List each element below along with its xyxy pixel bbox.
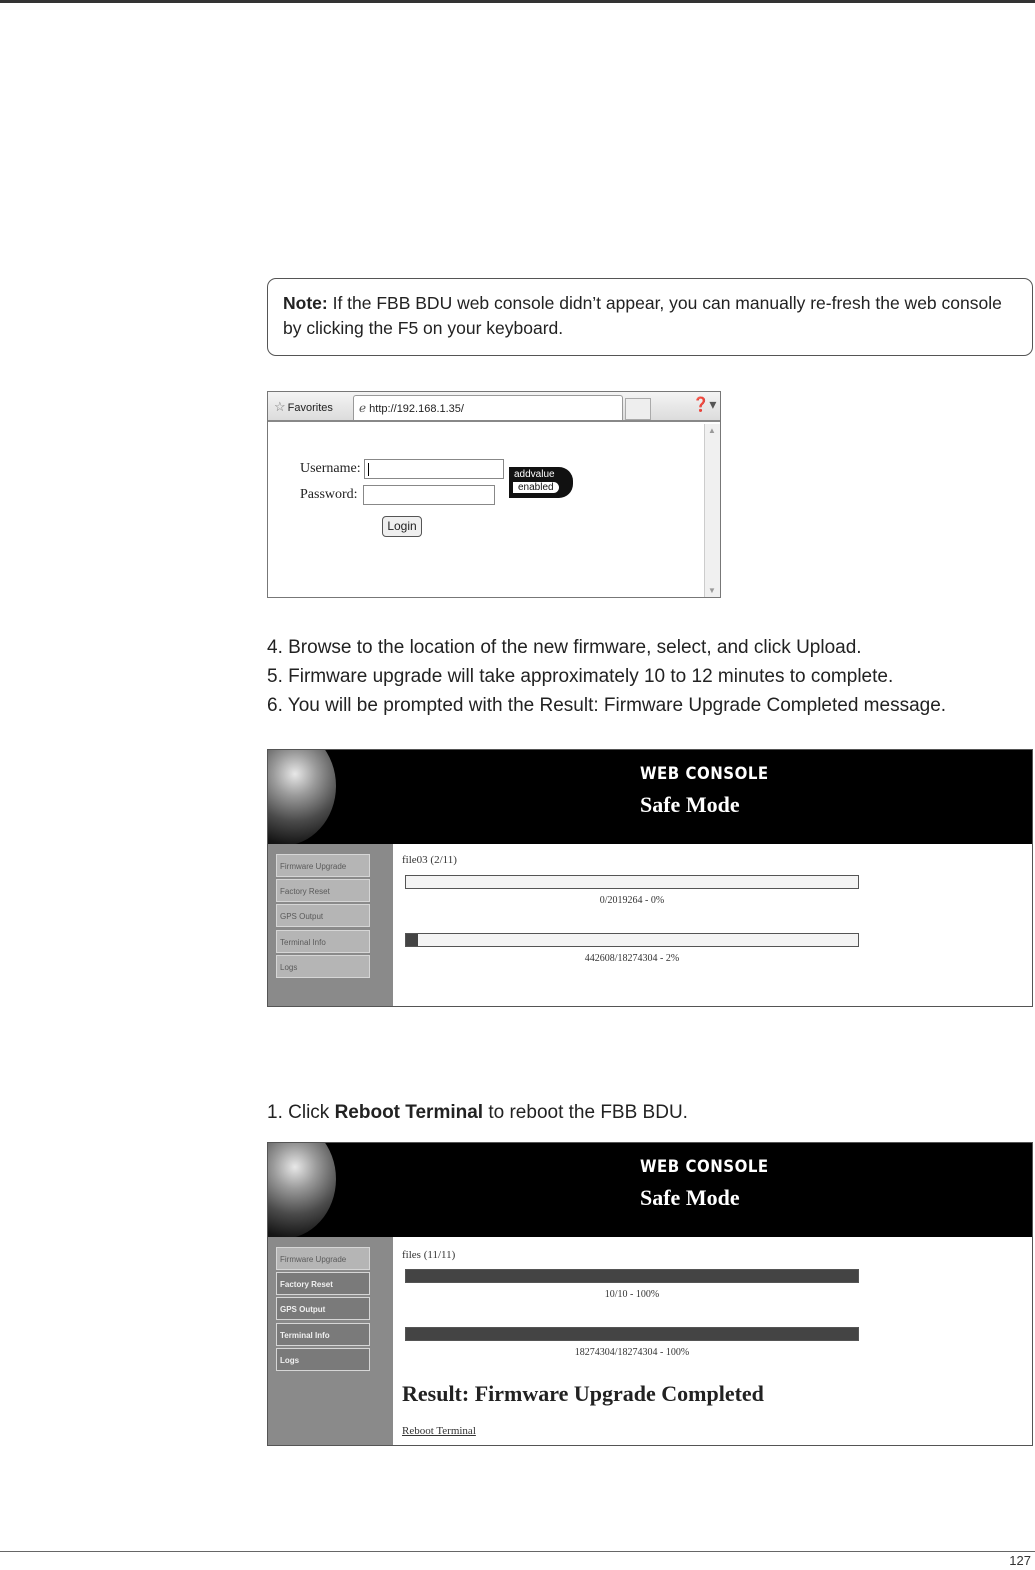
new-tab-button[interactable] [625,398,651,420]
console-progress-screenshot [267,749,1033,1007]
nav-gps-output[interactable]: GPS Output [276,904,370,927]
console-sidebar [268,844,393,1007]
console-subtitle: Safe Mode [640,1185,740,1210]
top-rule [0,0,1035,3]
total-progress-bar [405,933,859,947]
step-4: 4. Browse to the location of the new firmware, select, and click Upload. [267,637,862,658]
nav-factory-reset[interactable]: Factory Reset [276,1272,370,1295]
console-header [268,750,1032,844]
browser-page-icon: ℯ [359,401,367,415]
console-title: WEB CONSOLE [640,762,769,784]
scrollbar[interactable] [704,424,720,597]
globe-icon [267,749,336,846]
note-text: If the FBB BDU web console didn’t appear, you can manually re-fresh the web console by clicking the F5 on your keyboard. [283,293,1002,338]
star-icon: ☆ [274,399,286,414]
browser-url: http://192.168.1.35/ [369,403,464,415]
file-progress-bar [405,1269,859,1283]
step-6: 6. You will be prompted with the Result: Firmware Upgrade Completed message. [267,695,947,716]
step-reboot-suffix: to reboot the FBB BDU. [483,1102,688,1123]
nav-terminal-info[interactable]: Terminal Info [276,1323,370,1346]
nav-logs[interactable]: Logs [276,955,370,978]
note-label: Note: [283,293,328,313]
login-button[interactable]: Login [382,516,422,537]
file-progress-label: files (11/11) [402,1249,456,1261]
total-progress-bar [405,1327,859,1341]
total-progress-text: 18274304/18274304 - 100% [574,1347,690,1358]
note-box [267,278,1033,356]
file-progress-text: 10/10 - 100% [604,1289,660,1300]
step-5: 5. Firmware upgrade will take approximately 10 to 12 minutes to complete. [267,666,894,687]
console-completed-screenshot [267,1142,1033,1446]
password-input[interactable] [363,485,495,505]
reboot-terminal-link[interactable]: Reboot Terminal [402,1425,476,1437]
text-caret [368,463,369,476]
browser-toolbar [268,392,720,422]
favorites-button[interactable] [274,399,333,415]
file-progress-text: 0/2019264 - 0% [599,895,665,906]
addvalue-logo [509,467,573,498]
nav-terminal-info[interactable]: Terminal Info [276,930,370,953]
browser-tab[interactable] [353,395,623,420]
total-progress-text: 442608/18274304 - 2% [584,953,680,964]
console-subtitle: Safe Mode [640,792,740,817]
file-progress-label: file03 (2/11) [402,854,457,866]
bottom-rule [0,1551,1035,1552]
globe-icon [267,1142,336,1239]
logo-text-top: addvalue [514,469,555,480]
nav-firmware-upgrade[interactable]: Firmware Upgrade [276,854,370,877]
steps-list [267,633,946,720]
login-screenshot [267,391,721,598]
scroll-down-icon[interactable]: ▼ [708,586,716,595]
password-label: Password: [300,487,358,502]
nav-factory-reset[interactable]: Factory Reset [276,879,370,902]
nav-gps-output[interactable]: GPS Output [276,1297,370,1320]
help-icon[interactable]: ❓▾ [692,398,717,413]
scroll-up-icon[interactable]: ▲ [708,426,716,435]
username-input[interactable] [364,459,504,479]
nav-logs[interactable]: Logs [276,1348,370,1371]
console-sidebar [268,1237,393,1446]
result-message: Result: Firmware Upgrade Completed [402,1381,764,1406]
step-reboot-bold: Reboot Terminal [334,1102,484,1123]
step-reboot [267,1098,688,1127]
page-number: 127 [1009,1553,1031,1568]
total-progress-fill [406,934,418,946]
nav-firmware-upgrade[interactable]: Firmware Upgrade [276,1247,370,1270]
username-label: Username: [300,461,361,476]
logo-text-bottom: enabled [513,482,559,493]
console-title: WEB CONSOLE [640,1155,769,1177]
console-header [268,1143,1032,1237]
file-progress-fill [406,1270,858,1282]
step-reboot-prefix: 1. Click [267,1102,335,1123]
total-progress-fill [406,1328,858,1340]
file-progress-bar [405,875,859,889]
favorites-label: Favorites [287,402,333,414]
